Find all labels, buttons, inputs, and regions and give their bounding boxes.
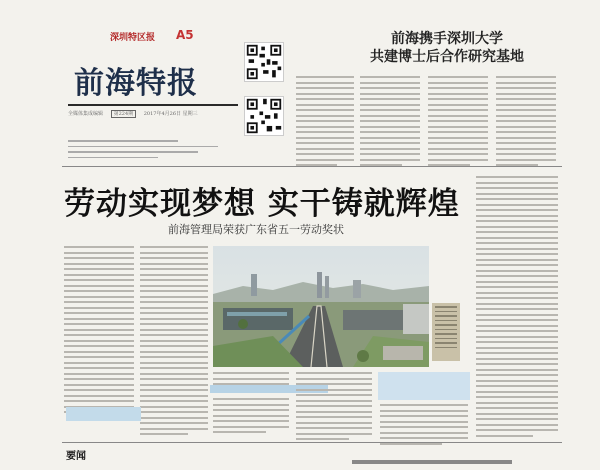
- date-line: 2017年4月26日 星期三: [143, 111, 198, 117]
- main-headline: 劳动实现梦想 实干铸就辉煌: [64, 186, 460, 222]
- top-headline-line2: 共建博士后合作研究基地: [370, 49, 524, 65]
- masthead-meta-left: 全媒体集成编辑: [68, 111, 104, 117]
- masthead-rule: [68, 104, 238, 106]
- main-article-column-1: [64, 246, 134, 417]
- top-article-column-3: [428, 76, 488, 170]
- contact-lines: [68, 140, 238, 158]
- bottom-divider: [62, 442, 562, 443]
- qr-code-icon: [245, 97, 283, 135]
- main-article-column-4: [296, 372, 372, 444]
- section-label: 要闻: [66, 451, 86, 462]
- qr-code-icon: [245, 43, 283, 81]
- bottom-headline: [352, 460, 512, 466]
- masthead-meta: [68, 110, 204, 117]
- section-divider: [62, 166, 562, 167]
- city-photo-illustration: [213, 246, 429, 367]
- top-article-headline: [322, 30, 572, 66]
- contact-block: [68, 140, 238, 162]
- qr-code-2: [244, 96, 284, 136]
- main-article-column-2: [140, 246, 208, 439]
- main-article-column-3b: [213, 398, 289, 437]
- sub-headline: 前海管理局荣获广东省五一劳动奖状: [168, 223, 344, 236]
- masthead: [58, 26, 238, 146]
- top-article-column-1: [296, 76, 354, 170]
- page-number: A5: [176, 28, 194, 42]
- paper-name: 深圳特区报: [110, 33, 156, 43]
- top-headline-line1: 前海携手深圳大学: [391, 31, 503, 47]
- top-article-column-4: [496, 76, 556, 170]
- highlight-quote-3: [378, 372, 470, 400]
- harbour-photo: [213, 246, 429, 367]
- highlight-quote-2: [66, 407, 141, 421]
- main-article-right-column: [476, 176, 558, 440]
- qr-code-1: [244, 42, 284, 82]
- issue-number: 第224期: [111, 110, 137, 118]
- edition-title: 前海特报: [74, 66, 198, 101]
- top-article-column-2: [360, 76, 420, 170]
- photo-caption-box: [432, 303, 460, 361]
